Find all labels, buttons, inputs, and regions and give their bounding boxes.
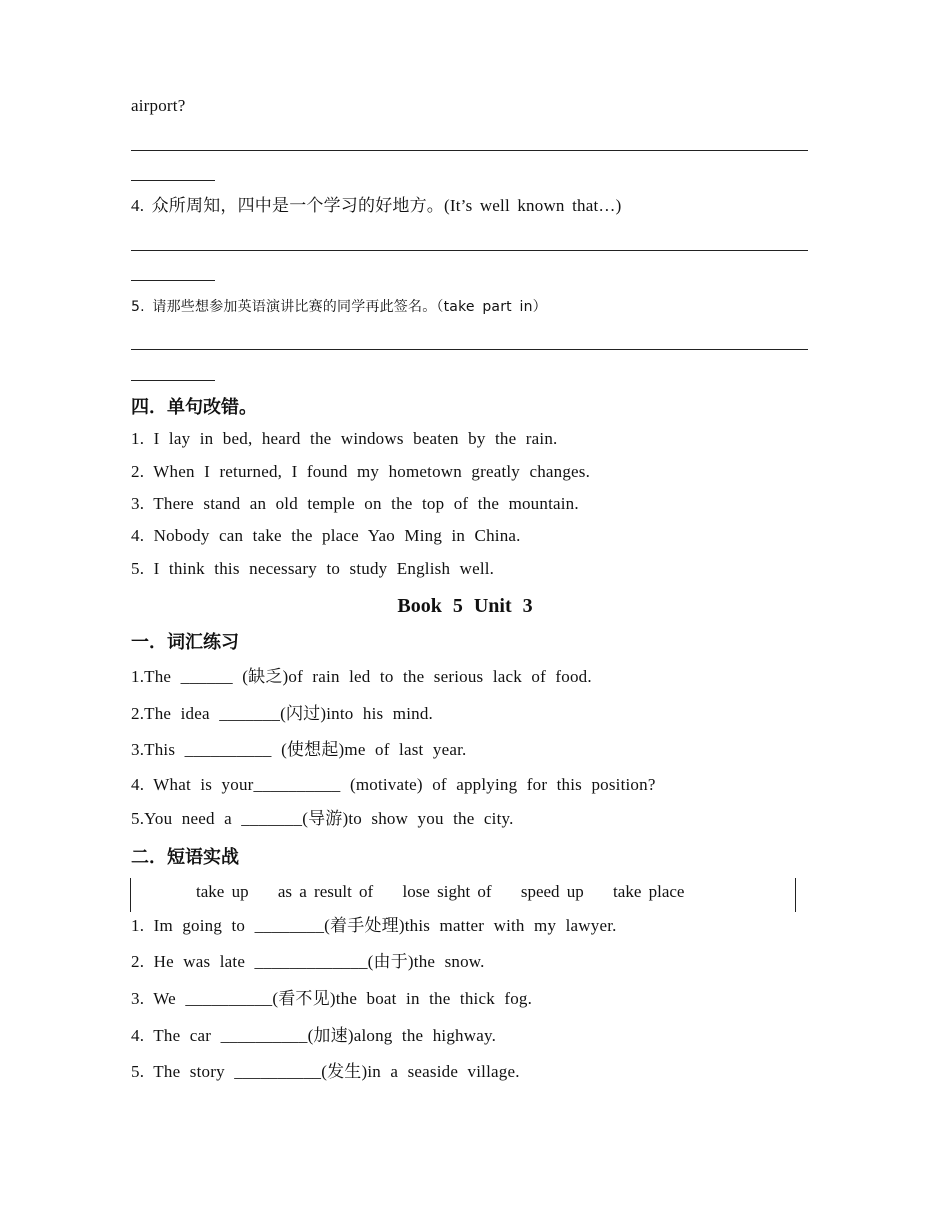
correction-item: 3. There stand an old temple on the top of the mountain.	[131, 494, 579, 513]
answer-line-short	[131, 180, 215, 181]
phrase-box	[196, 882, 706, 902]
vocab-heading: 一．词汇练习	[131, 632, 239, 653]
correction-item: 1. I lay in bed, heard the windows beaten by the rain.	[131, 429, 558, 448]
phrase-item: 4. The car __________(加速)along the highway.	[131, 1026, 497, 1045]
vocab-item: 5.You need a _______(导游)to show you the city.	[131, 809, 514, 828]
correction-item: 2. When I returned, I found my hometown greatly changes.	[131, 462, 591, 481]
phrase-option: lose sight of	[402, 882, 492, 901]
translation-q4: 4. 众所周知，四中是一个学习的好地方。(It’s well known that…)	[131, 196, 622, 215]
correction-item: 4. Nobody can take the place Yao Ming in China.	[131, 526, 521, 545]
unit-title: Book 5 Unit 3	[397, 595, 533, 617]
vocab-item: 3.This __________ (使想起)me of last year.	[131, 740, 467, 759]
vocab-item: 1.The ______ (缺乏)of rain led to the serious lack of food.	[131, 667, 592, 686]
phrase-item: 3. We __________(看不见)the boat in the thick fog.	[131, 989, 533, 1008]
correction-item: 5. I think this necessary to study English well.	[131, 559, 495, 578]
answer-line-short	[131, 380, 215, 381]
phrase-option: take up	[196, 882, 249, 901]
phrase-option: take place	[613, 882, 685, 901]
phrase-item: 2. He was late _____________(由于)the snow.	[131, 952, 485, 971]
correction-heading: 四．单句改错。	[131, 397, 257, 418]
phrase-option: speed up	[520, 882, 584, 901]
answer-line	[131, 349, 808, 350]
translation-q5: 5. 请那些想参加英语演讲比赛的同学再此签名。（take part in）	[131, 299, 547, 315]
vocab-item: 2.The idea _______(闪过)into his mind.	[131, 704, 433, 723]
phrase-item: 5. The story __________(发生)in a seaside village.	[131, 1062, 520, 1081]
q3-tail: airport?	[131, 96, 186, 115]
answer-line-short	[131, 280, 215, 281]
phrase-box-left-border	[130, 878, 131, 912]
vocab-item: 4. What is your__________ (motivate) of applying for this position?	[131, 775, 656, 794]
phrase-box-right-border	[795, 878, 796, 912]
answer-line	[131, 150, 808, 151]
phrases-heading: 二．短语实战	[131, 847, 239, 868]
phrase-option: as a result of	[277, 882, 374, 901]
answer-line	[131, 250, 808, 251]
phrase-item: 1. Im going to ________(着手处理)this matter with my lawyer.	[131, 916, 617, 935]
